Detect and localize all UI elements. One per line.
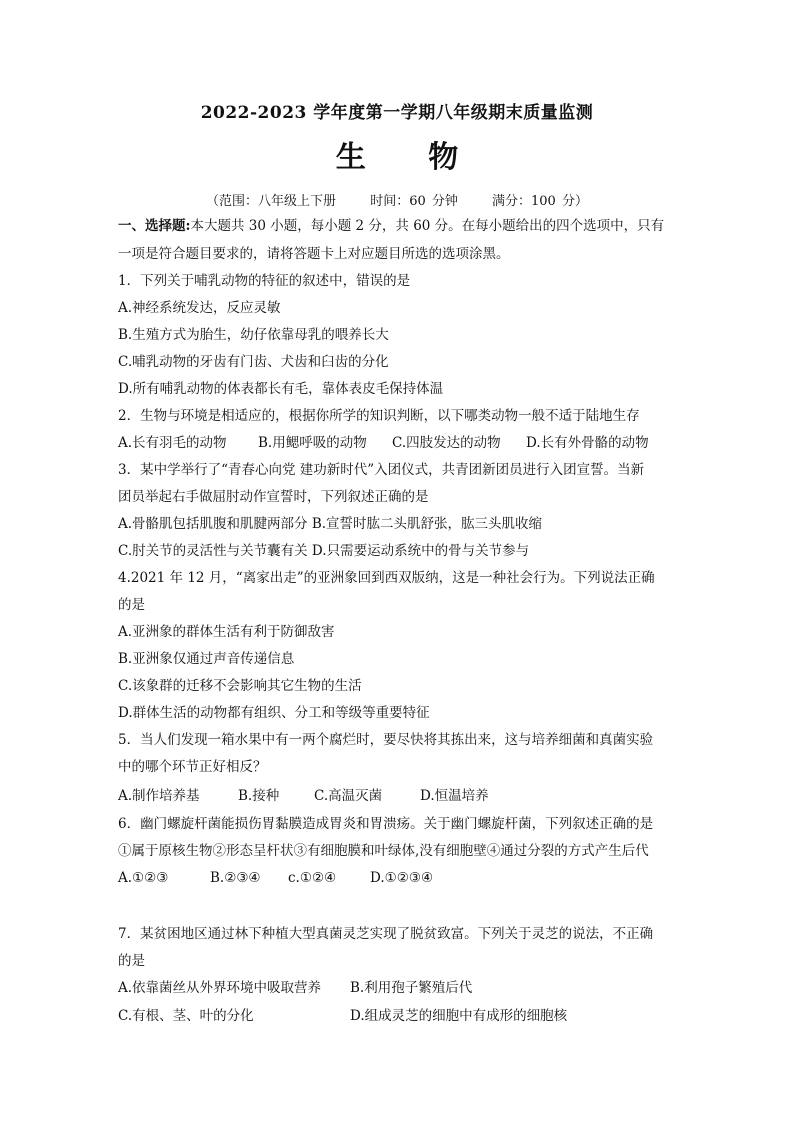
q2-stem: 2．生物与环境是相适应的，根据你所学的知识判断，以下哪类动物一般不适于陆地生存 bbox=[118, 408, 640, 424]
q6-stem-line2: ①属于原核生物②形态呈杆状③有细胞膜和叶绿体,没有细胞壁④通过分裂的方式产生后代 bbox=[118, 843, 649, 859]
q1-option-d: D.所有哺乳动物的体表都长有毛，靠体表皮毛保持体温 bbox=[118, 381, 444, 397]
q6-option-a: A.①②③ bbox=[118, 870, 169, 886]
q6-option-b: B.②③④ bbox=[210, 870, 261, 886]
exam-title: 2022-2023 学年度第一学期八年级期末质量监测 bbox=[200, 103, 594, 123]
q7-option-d: D.组成灵芝的细胞中有成形的细胞核 bbox=[350, 1008, 568, 1024]
q4-option-b: B.亚洲象仅通过声音传递信息 bbox=[118, 651, 295, 667]
q3-options-ab: A.骨骼肌包括肌腹和肌腱两部分 B.宣誓时肱二头肌舒张，肱三头肌收缩 bbox=[118, 516, 543, 532]
section-intro-text: 本大题共 30 小题，每小题 2 分，共 60 分。在每小题给出的四个选项中，只有 bbox=[190, 218, 665, 234]
q4-option-a: A.亚洲象的群体生活有利于防御敌害 bbox=[118, 624, 335, 640]
q1-option-b: B.生殖方式为胎生，幼仔依靠母乳的喂养长大 bbox=[118, 327, 389, 343]
exam-scope: （范围：八年级上下册 bbox=[206, 194, 337, 209]
q2-options bbox=[118, 433, 688, 453]
q2-option-a: A.长有羽毛的动物 bbox=[118, 435, 227, 451]
q3-options-cd: C.肘关节的灵活性与关节囊有关 D.只需要运动系统中的骨与关节参与 bbox=[118, 543, 530, 559]
q1-option-c: C.哺乳动物的牙齿有门齿、犬齿和臼齿的分化 bbox=[118, 354, 389, 370]
section-label: 一、选择题: bbox=[118, 218, 191, 234]
q7-stem-line1: 7．某贫困地区通过林下种植大型真菌灵芝实现了脱贫致富。下列关于灵芝的说法，不正确 bbox=[118, 926, 654, 942]
q5-stem-line2: 中的哪个环节正好相反？ bbox=[118, 759, 267, 775]
q3-stem-line1: 3．某中学举行了“青春心向党 建功新时代”入团仪式，共青团新团员进行入团宣誓。当新 bbox=[118, 462, 645, 478]
q5-option-a: A.制作培养基 bbox=[118, 788, 200, 804]
q7-option-c: C.有根、茎、叶的分化 bbox=[118, 1008, 254, 1024]
q5-option-d: D.恒温培养 bbox=[420, 788, 489, 804]
exam-score: 满分：100 分） bbox=[492, 194, 588, 209]
exam-meta bbox=[0, 190, 794, 209]
q7-option-a: A.依靠菌丝从外界环境中吸取营养 bbox=[118, 980, 322, 996]
exam-time: 时间：60 分钟 bbox=[370, 194, 458, 209]
subject-title: 生 物 bbox=[335, 140, 485, 175]
section-intro-line1 bbox=[118, 216, 688, 236]
q2-option-b: B.用鳃呼吸的动物 bbox=[258, 435, 367, 451]
q2-option-d: D.长有外骨骼的动物 bbox=[526, 435, 649, 451]
q7-option-b: B.利用孢子繁殖后代 bbox=[350, 980, 473, 996]
q4-option-c: C.该象群的迁移不会影响其它生物的生活 bbox=[118, 678, 362, 694]
q6-stem-line1: 6．幽门螺旋杆菌能损伤胃黏膜造成胃炎和胃溃疡。关于幽门螺旋杆菌，下列叙述正确的是 bbox=[118, 816, 654, 832]
q1-option-a: A.神经系统发达，反应灵敏 bbox=[118, 300, 281, 316]
q7-options-ab bbox=[118, 978, 688, 998]
q4-stem-line2: 的是 bbox=[118, 597, 145, 613]
q5-option-b: B.接种 bbox=[238, 788, 280, 804]
q2-option-c: C.四肢发达的动物 bbox=[392, 435, 501, 451]
q4-option-d: D.群体生活的动物都有组织、分工和等级等重要特征 bbox=[118, 705, 430, 721]
q1-stem: 1．下列关于哺乳动物的特征的叙述中，错误的是 bbox=[118, 273, 411, 289]
q6-option-c: c.①②④ bbox=[288, 870, 337, 886]
q5-options bbox=[118, 786, 688, 806]
q7-stem-line2: 的是 bbox=[118, 953, 145, 969]
q5-option-c: C.高温灭菌 bbox=[314, 788, 383, 804]
q5-stem-line1: 5．当人们发现一箱水果中有一两个腐烂时，要尽快将其拣出来，这与培养细菌和真菌实验 bbox=[118, 732, 654, 748]
q3-stem-line2: 团员举起右手做屈肘动作宣誓时，下列叙述正确的是 bbox=[118, 489, 429, 505]
q6-option-d: D.①②③④ bbox=[370, 870, 434, 886]
q7-options-cd bbox=[118, 1006, 688, 1026]
q6-options bbox=[118, 868, 688, 888]
section-intro-line2: 一项是符合题目要求的，请将答题卡上对应题目所选的选项涂黑。 bbox=[118, 246, 510, 262]
q4-stem-line1: 4.2021 年 12 月，“离家出走”的亚洲象回到西双版纳，这是一种社会行为。下列说法正确 bbox=[118, 570, 655, 586]
